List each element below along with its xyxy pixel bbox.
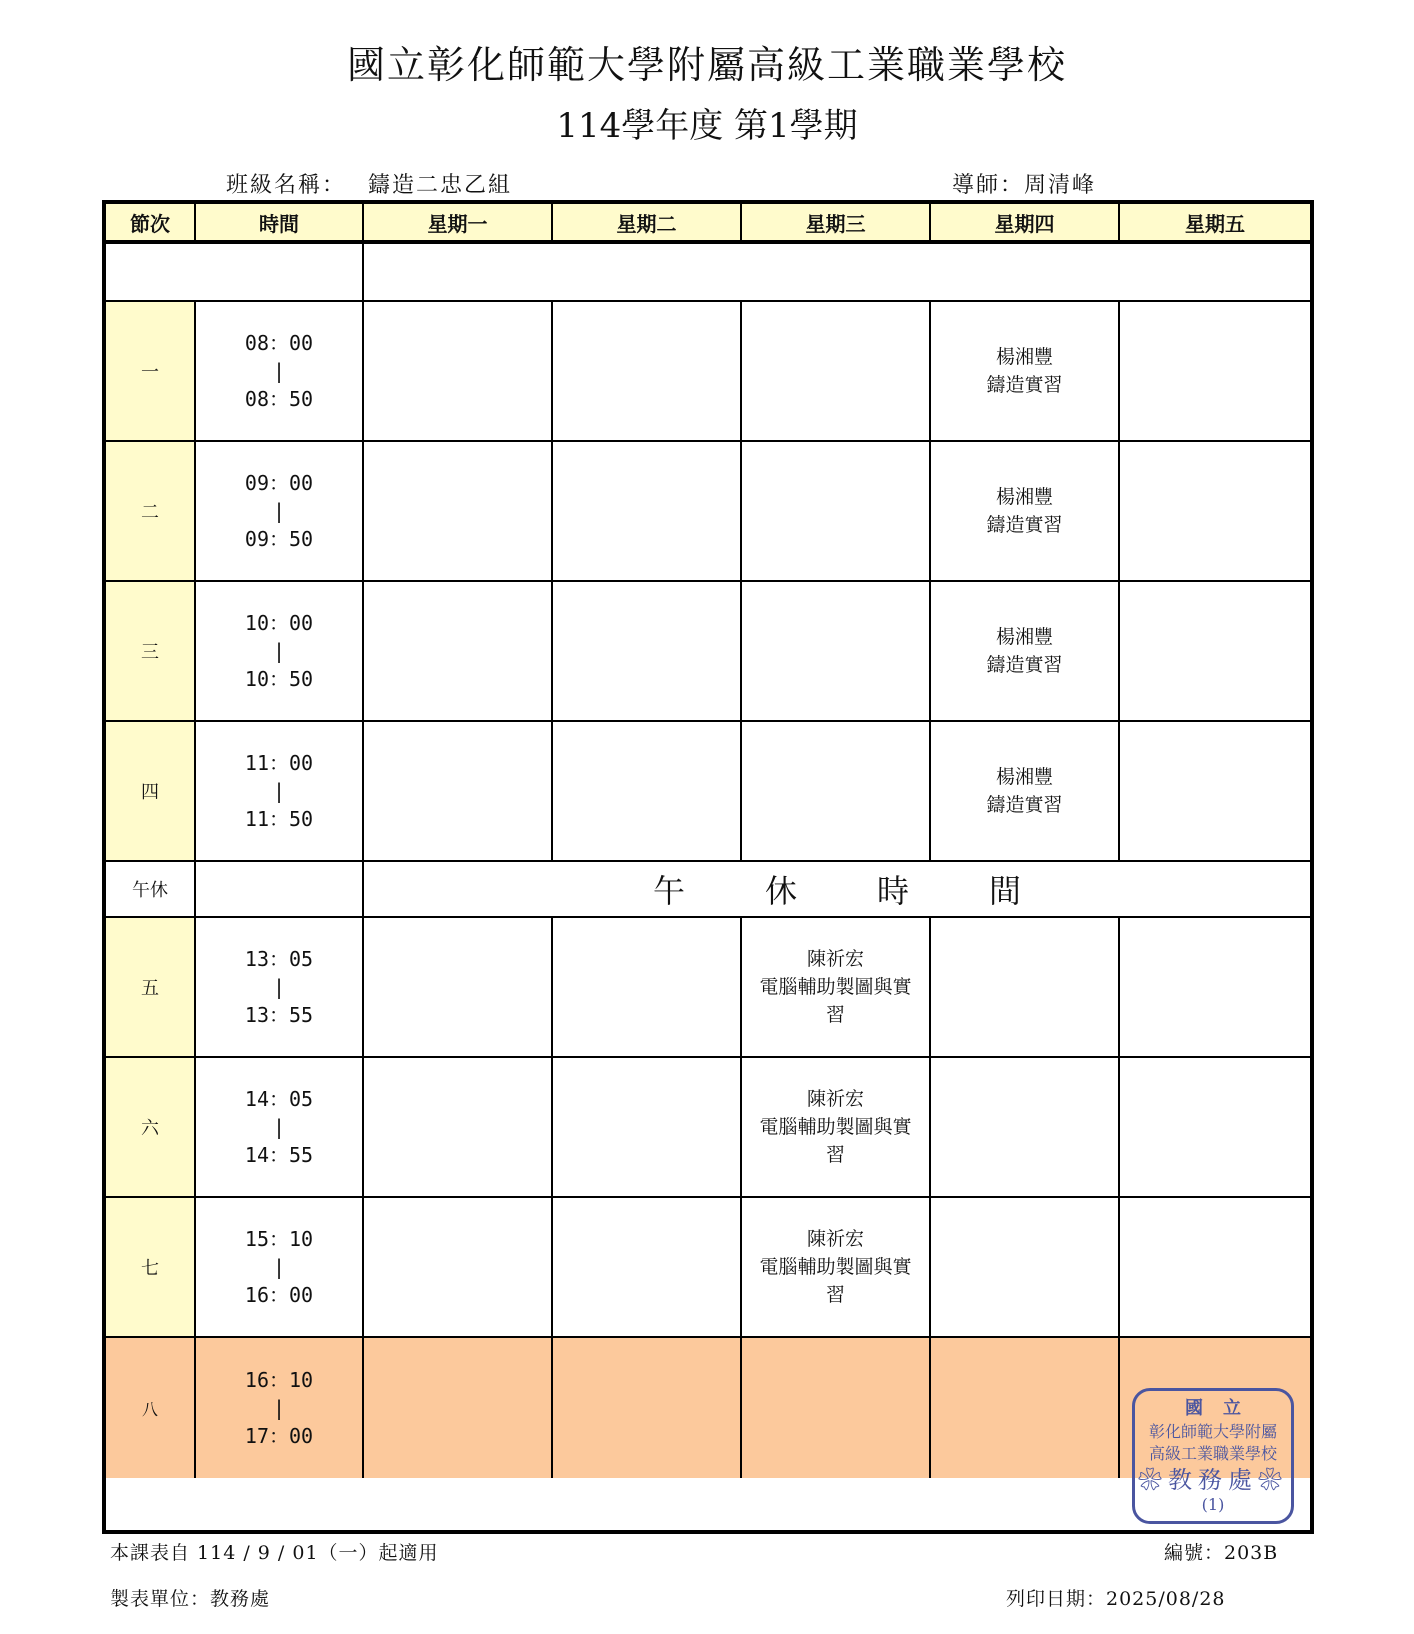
course-cell: [742, 1058, 931, 1198]
course-cell: [553, 582, 742, 722]
course-subject: 鑄造實習: [986, 374, 1063, 396]
course-cell: [553, 722, 742, 862]
period-time: [196, 1058, 364, 1198]
time-separator: |: [272, 779, 286, 803]
course-cell: [742, 302, 931, 442]
course-cell: [742, 1198, 931, 1338]
time-end: 09：50: [244, 527, 314, 551]
course-cell: [742, 722, 931, 862]
course-teacher: 陳祈宏: [806, 1228, 864, 1250]
course-cell: [553, 442, 742, 582]
time-separator: |: [272, 639, 286, 663]
course-cell: [364, 722, 553, 862]
course-cell: [742, 582, 931, 722]
course-cell: [1120, 722, 1310, 862]
course-cell: [1120, 918, 1310, 1058]
course-cell: [364, 582, 553, 722]
course-subject: 鑄造實習: [986, 514, 1063, 536]
course-subject: 電腦輔助製圖與實習: [759, 1116, 912, 1166]
effective-date: 本課表自 114 / 9 / 01（一）起適用: [110, 1542, 439, 1564]
course-cell: [364, 918, 553, 1058]
maker-unit: 製表單位：教務處: [110, 1588, 271, 1610]
mentor-name: 導師：周清峰: [952, 173, 1097, 198]
period-label: 二: [106, 442, 196, 582]
course-teacher: 楊湘豐: [995, 626, 1053, 648]
time-separator: |: [272, 1396, 286, 1420]
course-subject: 電腦輔助製圖與實習: [759, 1256, 912, 1306]
period-time: [196, 582, 364, 722]
time-separator: |: [272, 1255, 286, 1279]
course-cell: [742, 1338, 931, 1478]
course-teacher: 楊湘豐: [995, 486, 1053, 508]
term-title: 114學年度 第1學期: [556, 106, 858, 146]
course-cell: [553, 1338, 742, 1478]
lunch-label: 午休: [106, 862, 196, 918]
time-separator: |: [272, 1115, 286, 1139]
office-seal-stamp: [1132, 1388, 1294, 1524]
course-cell: [931, 442, 1120, 582]
period-time: [196, 442, 364, 582]
stamp-line-1: 國立: [1185, 1398, 1261, 1419]
class-label: 班級名稱：: [226, 173, 347, 198]
course-cell: [364, 1198, 553, 1338]
period-label: 四: [106, 722, 196, 862]
period-time: [196, 1198, 364, 1338]
header-day: 星期二: [553, 204, 742, 244]
course-cell: [1120, 302, 1310, 442]
period-label: 一: [106, 302, 196, 442]
time-end: 08：50: [244, 387, 314, 411]
period-label: 七: [106, 1198, 196, 1338]
time-start: 16：10: [244, 1368, 314, 1392]
course-cell: [1120, 1198, 1310, 1338]
form-code: 編號：203B: [1164, 1542, 1279, 1564]
time-start: 08：00: [244, 331, 314, 355]
time-start: 13：05: [244, 947, 314, 971]
period-time: [196, 1338, 364, 1478]
blank-row-left: [106, 244, 364, 302]
stamp-line-4: ❀教務處❀: [1138, 1466, 1288, 1494]
course-cell: [364, 442, 553, 582]
course-cell: [931, 1338, 1120, 1478]
course-cell: [931, 722, 1120, 862]
period-time: [196, 722, 364, 862]
course-cell: [364, 1338, 553, 1478]
header-day: 星期一: [364, 204, 553, 244]
course-cell: [553, 302, 742, 442]
time-separator: |: [272, 499, 286, 523]
course-cell: [931, 1198, 1120, 1338]
course-cell: [553, 1198, 742, 1338]
time-end: 13：55: [244, 1003, 314, 1027]
course-cell: [931, 582, 1120, 722]
period-label: 八: [106, 1338, 196, 1478]
course-cell: [742, 918, 931, 1058]
blank-row-right: [364, 244, 1310, 302]
header-time: 時間: [196, 204, 364, 244]
timetable: [102, 200, 1314, 1534]
course-cell: [1120, 582, 1310, 722]
time-end: 14：55: [244, 1143, 314, 1167]
course-cell: [931, 302, 1120, 442]
class-name: 鑄造二忠乙組: [368, 173, 513, 198]
course-subject: 電腦輔助製圖與實習: [759, 976, 912, 1026]
stamp-line-3: 高級工業職業學校: [1148, 1444, 1277, 1463]
stamp-line-2: 彰化師範大學附屬: [1148, 1422, 1277, 1441]
course-teacher: 楊湘豐: [995, 346, 1053, 368]
course-subject: 鑄造實習: [986, 654, 1063, 676]
time-start: 10：00: [244, 611, 314, 635]
stamp-line-5: (1): [1201, 1495, 1225, 1514]
time-separator: |: [272, 359, 286, 383]
time-end: 11：50: [244, 807, 314, 831]
course-cell: [742, 442, 931, 582]
time-separator: |: [272, 975, 286, 999]
course-cell: [1120, 1058, 1310, 1198]
time-start: 09：00: [244, 471, 314, 495]
header-day: 星期三: [742, 204, 931, 244]
period-time: [196, 302, 364, 442]
print-date: 列印日期：2025/08/28: [1006, 1588, 1226, 1610]
time-end: 17：00: [244, 1424, 314, 1448]
period-time: [196, 918, 364, 1058]
course-cell: [364, 302, 553, 442]
lunch-time-blank: [196, 862, 364, 918]
time-start: 15：10: [244, 1227, 314, 1251]
course-subject: 鑄造實習: [986, 794, 1063, 816]
period-label: 五: [106, 918, 196, 1058]
lunch-banner: 午休時間: [364, 862, 1310, 918]
header-day: 星期五: [1120, 204, 1310, 244]
time-start: 11：00: [244, 751, 314, 775]
course-cell: [553, 1058, 742, 1198]
time-start: 14：05: [244, 1087, 314, 1111]
school-title: 國立彰化師範大學附屬高級工業職業學校: [346, 43, 1067, 87]
period-label: 三: [106, 582, 196, 722]
course-cell: [553, 918, 742, 1058]
course-teacher: 陳祈宏: [806, 948, 864, 970]
course-cell: [1120, 442, 1310, 582]
course-cell: [364, 1058, 553, 1198]
course-cell: [931, 918, 1120, 1058]
course-teacher: 楊湘豐: [995, 766, 1053, 788]
period-label: 六: [106, 1058, 196, 1198]
header-day: 星期四: [931, 204, 1120, 244]
time-end: 10：50: [244, 667, 314, 691]
course-teacher: 陳祈宏: [806, 1088, 864, 1110]
header-period: 節次: [106, 204, 196, 244]
course-cell: [931, 1058, 1120, 1198]
time-end: 16：00: [244, 1283, 314, 1307]
